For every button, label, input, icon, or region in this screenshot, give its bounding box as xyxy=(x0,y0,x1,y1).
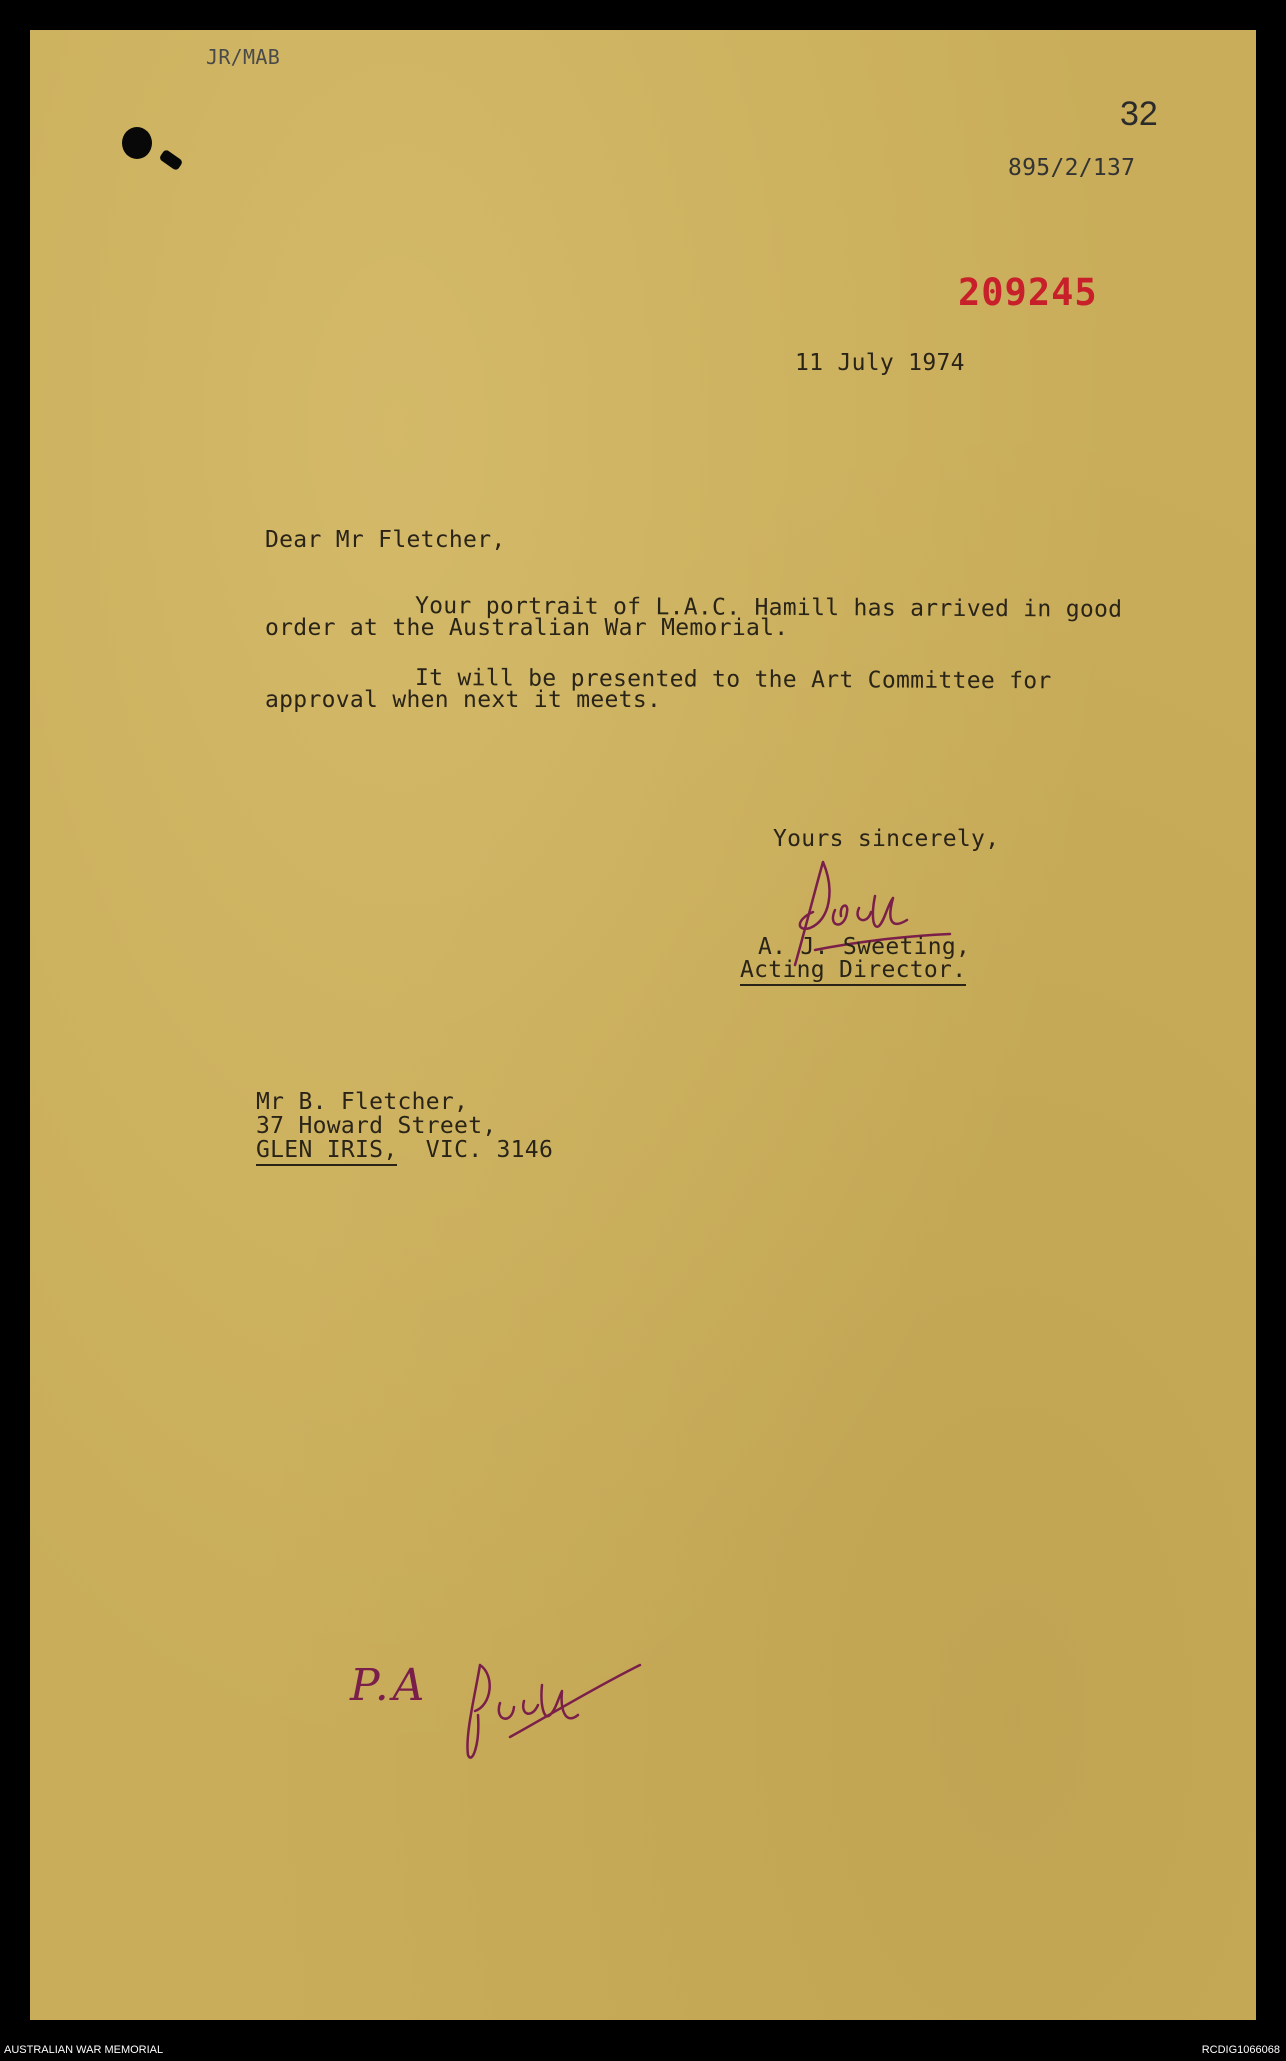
closing: Yours sincerely, xyxy=(773,826,1000,852)
paragraph-2-line-1: It will be presented to the Art Committee for xyxy=(414,665,1052,695)
letter-date: 11 July 1974 xyxy=(795,350,965,376)
address-line-2: 37 Howard Street, xyxy=(256,1113,497,1139)
annotation-text: P.A xyxy=(350,1660,429,1711)
registry-stamp-number: 209245 xyxy=(958,271,1098,314)
punch-hole-notch xyxy=(159,149,184,171)
footer-right: RCDIG1066068 xyxy=(1201,2044,1280,2056)
address-city: GLEN IRIS, xyxy=(256,1137,397,1166)
salutation: Dear Mr Fletcher, xyxy=(265,527,506,553)
address-state-postcode: VIC. 3146 xyxy=(425,1137,554,1163)
signatory-title-text: Acting Director. xyxy=(740,957,966,986)
address-spacer xyxy=(397,1137,425,1163)
address-line-3 xyxy=(256,1138,553,1163)
letter-page xyxy=(30,30,1256,2020)
paragraph-1-line-1: Your portrait of L.A.C. Hamill has arrived in good xyxy=(414,593,1123,623)
file-number: 895/2/137 xyxy=(1008,155,1136,181)
folio-number: 32 xyxy=(1120,95,1158,133)
signatory-name: A. J. Sweeting, xyxy=(758,934,971,960)
reference-initials: JR/MAB xyxy=(206,45,281,69)
punch-hole-top xyxy=(122,127,152,159)
paragraph-2-line-2: approval when next it meets. xyxy=(265,687,662,713)
signatory-title xyxy=(740,958,966,983)
address-line-1: Mr B. Fletcher, xyxy=(256,1089,469,1115)
annotation-initials-image xyxy=(450,1645,650,1775)
footer-left: AUSTRALIAN WAR MEMORIAL xyxy=(4,2044,164,2056)
paragraph-1-line-2: order at the Australian War Memorial. xyxy=(265,615,789,641)
